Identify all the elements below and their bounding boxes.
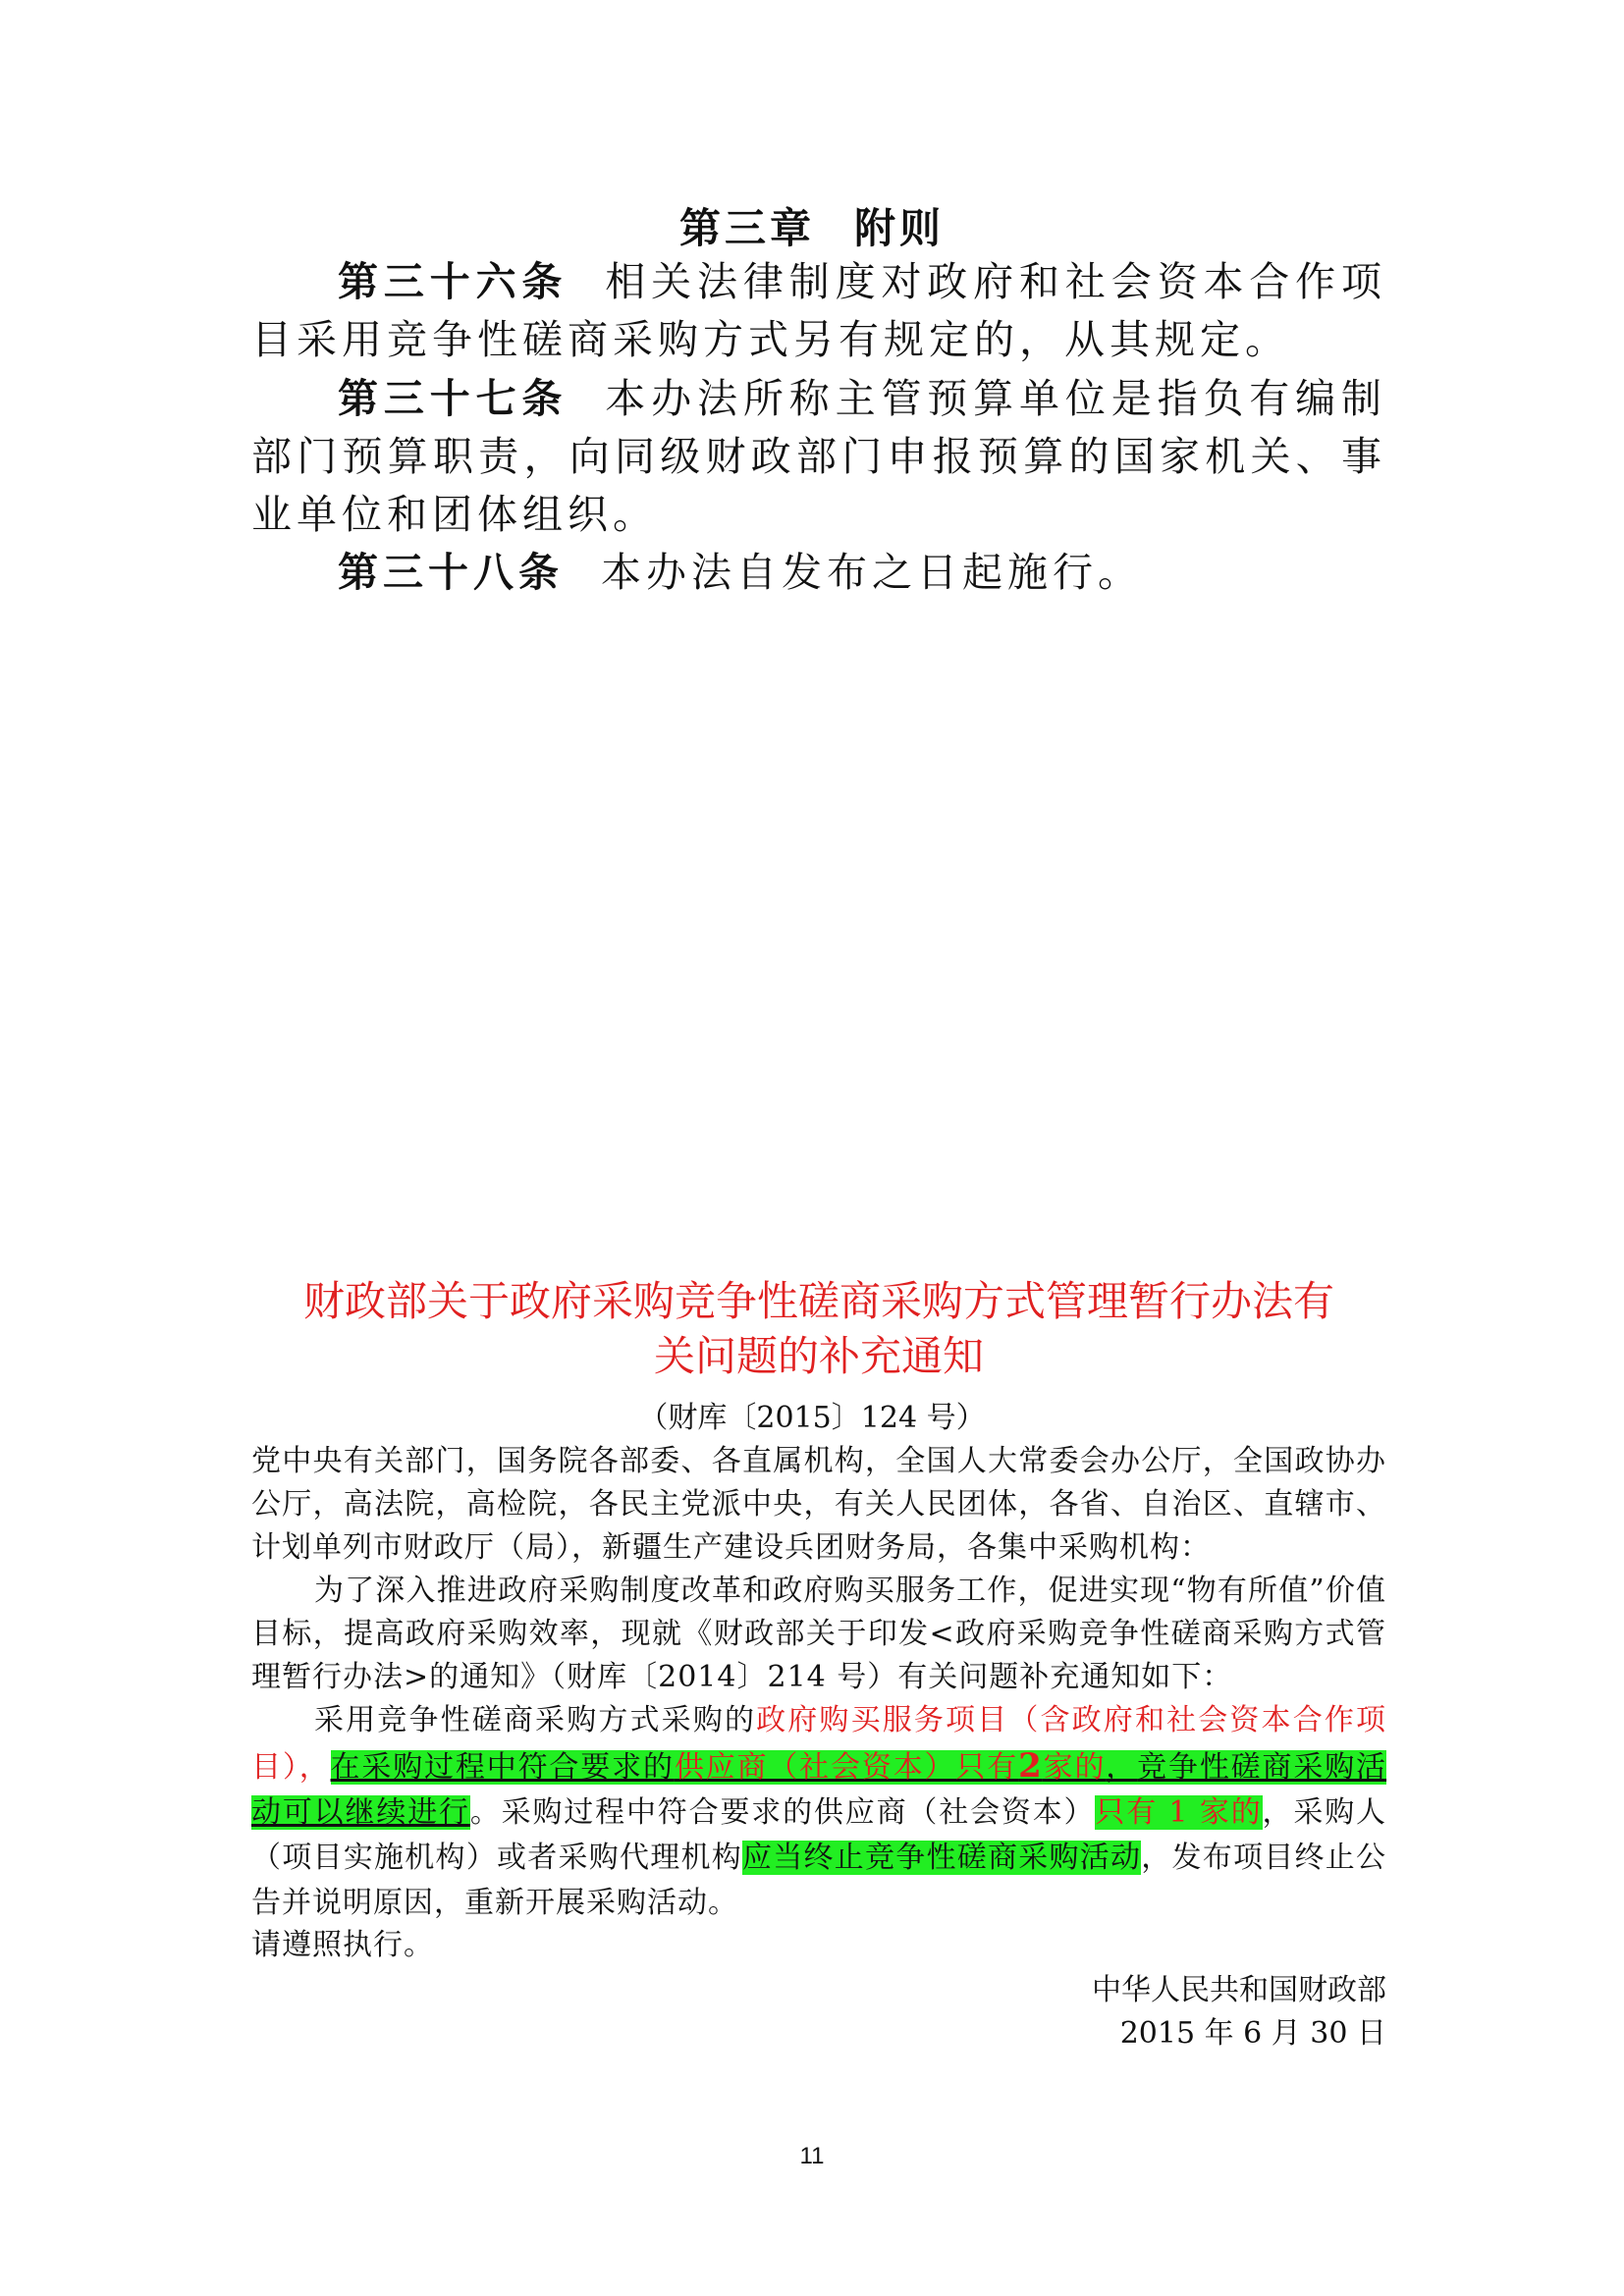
notice-title-line-2: 关问题的补充通知	[653, 1332, 984, 1380]
notice-document-number: （财库〔2015〕124 号）	[638, 1401, 986, 1435]
highlighted-segment: 应当终止竞争性磋商采购活动	[742, 1841, 1142, 1875]
notice-paragraph-1: 为了深入推进政府采购制度改革和政府购买服务工作，促进实现“物有所值”价值目标，提高政府采购效率，现就《财政部关于印发<政府采购竞争性磋商采购方式管理暂行办法>的通知》（财库〔2014〕214 号）有关问题补充通知如下：	[251, 1574, 1386, 1694]
text-segment: 竞争性磋商采购活动可以继续进行	[251, 1750, 1387, 1830]
text-segment: 。采购过程中符合要求的供应商（社会资本）	[469, 1795, 1096, 1830]
red-text-segment: ，	[298, 1750, 331, 1785]
text-segment: ，	[1106, 1750, 1138, 1785]
chapter-title-number: 第三章	[678, 204, 815, 252]
article-text: 本办法自发布之日起施行。	[601, 549, 1143, 596]
notice-closing: 请遵照执行。	[251, 1928, 434, 1962]
article-number: 第三十六条	[338, 258, 568, 305]
red-text-segment: 政府购买服务项目（含政府和社会资本合作项目）	[251, 1703, 1387, 1785]
signature-date: 2015 年 6 月 30 日	[1119, 2016, 1386, 2051]
page-number: 11	[799, 2143, 825, 2169]
article-38	[251, 544, 1386, 602]
red-bold-number: 2	[1018, 1746, 1043, 1786]
notice-title-line-1: 财政部关于政府采购竞争性磋商采购方式管理暂行办法有	[302, 1277, 1334, 1325]
article-number: 第三十七条	[338, 375, 568, 422]
red-text-segment: 家的	[1042, 1750, 1107, 1785]
text-segment: 在采购过程中符合要求的	[330, 1750, 675, 1785]
notice-paragraph-2	[251, 1698, 1386, 1926]
article-37	[251, 370, 1386, 544]
text-segment: ，发布项目终止公告并说明原因，重新开展采购活动。	[251, 1841, 1386, 1920]
red-text-segment: 供应商（社会资本）只有	[674, 1750, 1019, 1785]
chapter-title-name: 附则	[854, 204, 946, 252]
notice-addressees: 党中央有关部门，国务院各部委、各直属机构，全国人大常委会办公厅，全国政协办公厅，高法院，高检院，各民主党派中央，有关人民团体，各省、自治区、直辖市、计划单列市财政厅（局），新疆生产建设兵团财务局，各集中采购机构：	[251, 1444, 1386, 1565]
signature-organization: 中华人民共和国财政部	[1092, 1973, 1386, 2007]
article-36	[251, 253, 1386, 369]
text-segment: ，采购人（项目实施机构）或者采购代理机构	[251, 1795, 1387, 1875]
chapter-title	[0, 201, 1624, 256]
highlighted-red-segment: 只有 1 家的	[1095, 1795, 1263, 1830]
article-number: 第三十八条	[338, 549, 564, 596]
article-text: 本办法所称主管预算单位是指负有编制部门预算职责，向同级财政部门申报预算的国家机关、事业单位和团体组织。	[251, 375, 1387, 538]
article-text: 相关法律制度对政府和社会资本合作项目采用竞争性磋商采购方式另有规定的，从其规定。	[251, 258, 1387, 363]
notice-title	[251, 1274, 1386, 1384]
text-segment: 采用竞争性磋商采购方式采购的	[314, 1703, 757, 1737]
